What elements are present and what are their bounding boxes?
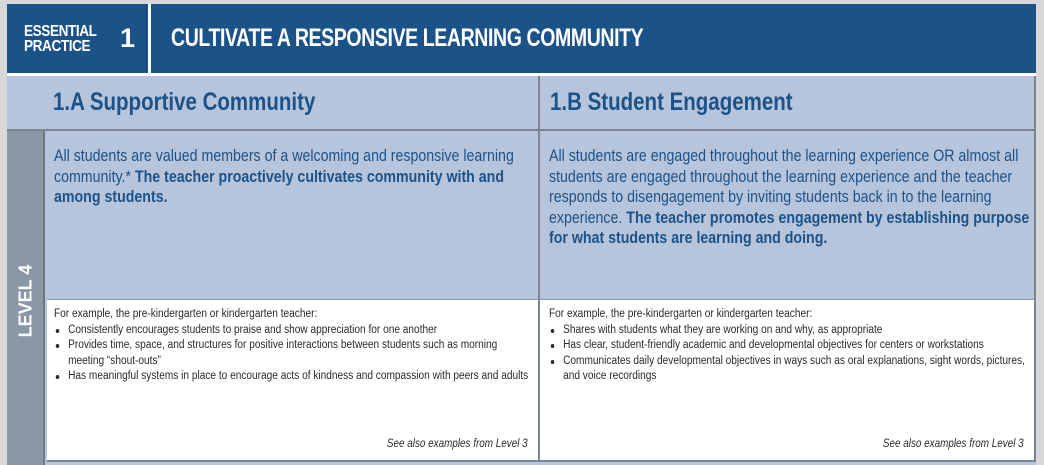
level-label: LEVEL 4 [15, 264, 36, 338]
examples-1b-list [549, 323, 1031, 385]
example-item: Shares with students what they are working on and why, as appropriate [549, 323, 1031, 339]
next-row-edge [47, 460, 1036, 465]
description-1b-plain: All students are engaged throughout the learning experience OR almost all students are engaged throughout the learning experience and the teacher responds to disengagement by inviting students back in to the learning experience. [549, 147, 1019, 227]
rubric-grid [7, 76, 1036, 465]
column-heading-1a-text: 1.A Supportive Community [53, 88, 316, 116]
description-1b-bold: The teacher promotes engagement by establishing purpose for what students are learning and doing. [549, 208, 1030, 247]
see-also-1a: See also examples from Level 3 [387, 437, 528, 450]
example-item: Provides time, space, and structures for positive interactions between students such as morning meeting “shout-outs” [54, 338, 535, 369]
essential-practice-badge [7, 4, 151, 73]
essential-practice-label: ESSENTIAL PRACTICE [24, 22, 97, 55]
rubric-page [7, 4, 1036, 465]
practice-header [7, 4, 1036, 73]
column-heading-1b [540, 76, 1036, 131]
example-item: Communicates daily developmental objectives in ways such as oral explanations, sight words, pictures, and voice recordings [549, 354, 1031, 385]
see-also-1b: See also examples from Level 3 [883, 437, 1024, 450]
example-item: Has meaningful systems in place to encourage acts of kindness and compassion with peers and adults [54, 369, 535, 385]
example-item: Consistently encourages students to praise and show appreciation for one another [54, 323, 535, 339]
examples-1a-intro: For example, the pre-kindergarten or kindergarten teacher: [54, 308, 318, 320]
examples-1b-intro: For example, the pre-kindergarten or kindergarten teacher: [549, 308, 813, 320]
description-1a-plain: All students are valued members of a welcoming and responsive learning community.* [54, 147, 514, 186]
column-heading-1a [7, 76, 540, 131]
column-heading-1b-text: 1.B Student Engagement [550, 88, 793, 116]
examples-1b [540, 299, 1036, 460]
description-1a [47, 131, 540, 299]
example-item: Has clear, student-friendly academic and developmental objectives for centers or workstations [549, 338, 1031, 354]
examples-1a [47, 299, 540, 460]
practice-title [151, 4, 1036, 73]
description-1a-bold: The teacher proactively cultivates community with and among students. [54, 167, 505, 206]
practice-title-text: CULTIVATE A RESPONSIVE LEARNING COMMUNITY [171, 24, 644, 52]
level-column [7, 131, 45, 465]
description-1b [540, 131, 1036, 299]
essential-practice-number: 1 [120, 23, 136, 53]
examples-1a-list [54, 323, 535, 385]
